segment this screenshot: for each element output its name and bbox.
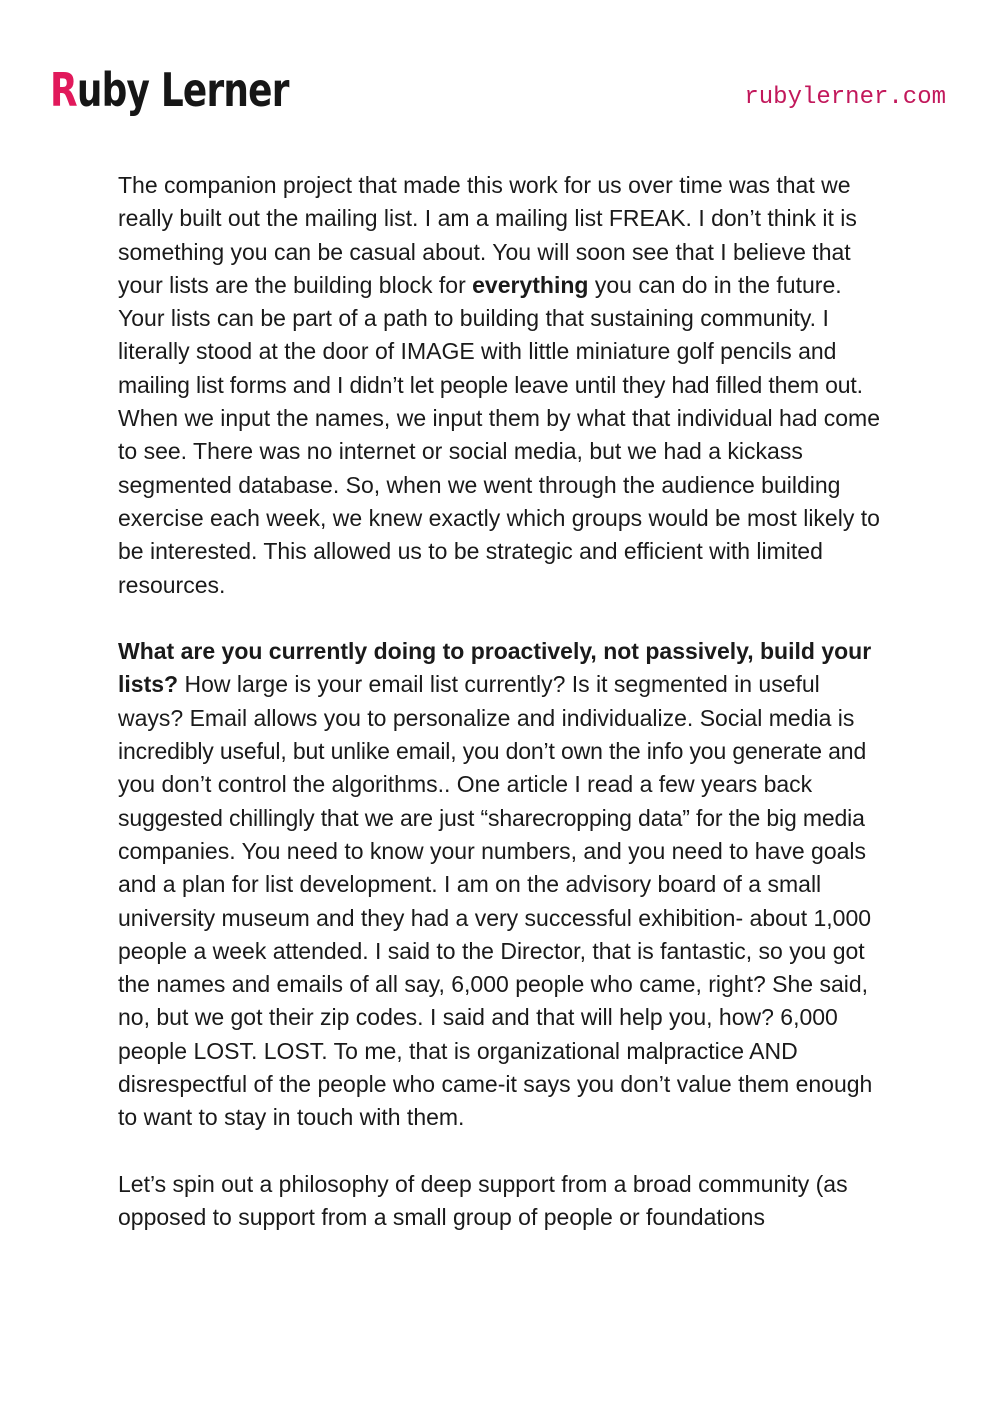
- website-url: rubylerner.com: [744, 84, 946, 111]
- text-line: Your lists can be part of a path to building that sustaining community. I: [118, 305, 829, 332]
- logo-initial: R: [50, 63, 77, 117]
- text-run: your lists are the building block for: [118, 271, 473, 298]
- text-line: [118, 668, 893, 701]
- text-line: suggested chillingly that we are just “sharecropping data” for the big media: [118, 804, 865, 831]
- text-line: The companion project that made this work for us over time was that we: [118, 172, 851, 198]
- text-line: people a week attended. I said to the Director, that is fantastic, so you got: [118, 937, 865, 964]
- text-line: companies. You need to know your numbers, and you need to have goals: [118, 837, 867, 864]
- text-line: opposed to support from a small group of people or foundations: [118, 1204, 765, 1231]
- text-line: [118, 269, 893, 302]
- paragraph-build-your-lists: [118, 635, 893, 1134]
- bold-question-end: lists?: [118, 671, 179, 698]
- text-line: disrespectful of the people who came-it says you don’t value them enough: [118, 1071, 873, 1098]
- text-line: to see. There was no internet or social media, but we had a kickass: [118, 438, 803, 465]
- text-line: no, but we got their zip codes. I said and that will help you, how? 6,000: [118, 1004, 838, 1031]
- text-line: literally stood at the door of IMAGE with little miniature golf pencils and: [118, 338, 837, 365]
- text-run: How large is your email list currently? Is it segmented in useful: [178, 671, 820, 698]
- text-line: the names and emails of all say, 6,000 people who came, right? She said,: [118, 971, 869, 998]
- text-line: segmented database. So, when we went through the audience building: [118, 471, 841, 498]
- text-line: ways? Email allows you to personalize and individualize. Social media is: [118, 704, 855, 731]
- text-line: to want to stay in touch with them.: [118, 1104, 465, 1131]
- text-line: really built out the mailing list. I am a mailing list FREAK. I don’t think it is: [118, 205, 857, 232]
- text-line: and a plan for list development. I am on the advisory board of a small: [118, 871, 822, 898]
- text-line: be interested. This allowed us to be strategic and efficient with limited: [118, 538, 823, 565]
- ruby-lerner-logo: [50, 50, 289, 130]
- text-line: something you can be casual about. You will soon see that I believe that: [118, 238, 851, 265]
- text-line: resources.: [118, 571, 226, 598]
- paragraph-mailing-list: [118, 169, 893, 602]
- text-line: university museum and they had a very successful exhibition- about 1,000: [118, 904, 872, 931]
- text-line: mailing list forms and I didn’t let people leave until they had filled them out.: [118, 371, 863, 398]
- text-run: you can do in the future.: [588, 271, 842, 298]
- text-line: When we input the names, we input them by what that individual had come: [118, 405, 880, 432]
- bold-question: What are you currently doing to proactively, not passively, build your: [118, 638, 872, 665]
- text-line: Let’s spin out a philosophy of deep support from a broad community (as: [118, 1170, 848, 1197]
- text-line: people LOST. LOST. To me, that is organizational malpractice AND: [118, 1037, 798, 1064]
- emphasis-everything: everything: [472, 271, 589, 298]
- text-line: you don’t control the algorithms.. One article I read a few years back: [118, 771, 813, 798]
- logo-name: uby Lerner: [76, 63, 289, 117]
- text-line: exercise each week, we knew exactly which groups would be most likely to: [118, 504, 880, 531]
- text-line: incredibly useful, but unlike email, you don’t own the info you generate and: [118, 738, 867, 765]
- body-text: [118, 169, 893, 1268]
- paragraph-philosophy: [118, 1168, 893, 1235]
